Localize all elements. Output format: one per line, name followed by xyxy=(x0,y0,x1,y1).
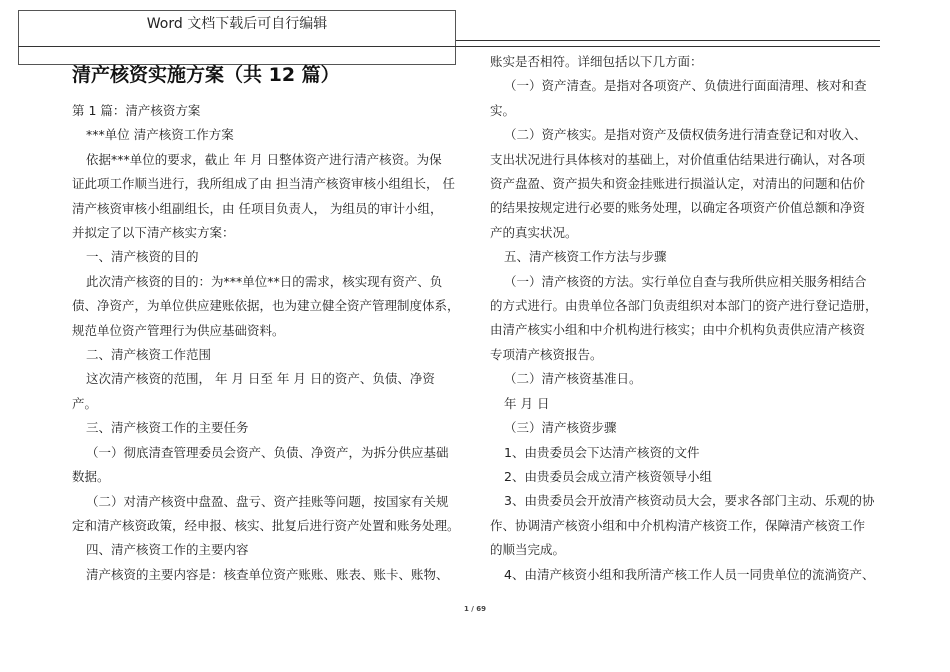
paragraph-line: （二）清产核资基准日。 xyxy=(504,371,642,387)
section-heading: 四、清产核资工作的主要内容 xyxy=(86,542,249,558)
paragraph-line: （三）清产核资步骤 xyxy=(504,420,617,436)
left-column xyxy=(72,99,467,587)
paragraph-line: ***单位 清产核资工作方案 xyxy=(86,127,234,143)
download-banner xyxy=(18,10,456,65)
list-item: 3、由贵委员会开放清产核资动员大会，要求各部门主动、乐观的协 xyxy=(504,493,875,509)
paragraph-line: 作、协调清产核资小组和中介机构清产核资工作，保障清产核资工作 xyxy=(490,517,866,533)
right-column xyxy=(490,50,882,587)
paragraph-line: （一）资产清查。是指对各项资产、负债进行面面清理、核对和查 xyxy=(504,78,867,94)
paragraph-line: （一）彻底清查管理委员会资产、负债、净资产，为拆分供应基础 xyxy=(86,444,449,460)
paragraph-line: 依据***单位的要求，截止 年 月 日整体资产进行清产核资。为保 xyxy=(86,151,442,167)
paragraph-line: 此次清产核资的目的：为***单位**日的需求，核实现有资产、负 xyxy=(86,273,443,289)
header-rule-right xyxy=(456,40,880,41)
paragraph-line: 并拟定了以下清产核实方案： xyxy=(72,225,235,241)
list-item: 2、由贵委员会成立清产核资领导小组 xyxy=(504,468,712,484)
list-item: 4、由清产核资小组和我所清产核工作人员一同贵单位的流淌资产、 xyxy=(504,566,875,582)
list-item: 1、由贵委员会下达清产核资的文件 xyxy=(504,444,700,460)
paragraph-line: （一）清产核资的方法。实行单位自查与我所供应相关服务相结合 xyxy=(504,273,867,289)
paragraph-line: 的顺当完成。 xyxy=(490,542,566,558)
paragraph-line: 这次清产核资的范围， 年 月 日至 年 月 日的资产、负债、净资 xyxy=(86,371,435,387)
paragraph-line: 证此项工作顺当进行，我所组成了由 担当清产核资审核小组组长， 任 xyxy=(72,176,455,192)
page-number: 1 / 69 xyxy=(463,605,487,613)
paragraph-line: 产。 xyxy=(72,395,98,411)
paragraph-line: 年 月 日 xyxy=(504,395,550,411)
section-heading: 五、清产核资工作方法与步骤 xyxy=(504,249,667,265)
paragraph-line: 债、净资产，为单位供应建账依据，也为建立健全资产管理制度体系， xyxy=(72,298,460,314)
paragraph-line: 清产核资审核小组副组长，由 任项目负责人， 为组员的审计小组， xyxy=(72,200,443,216)
paragraph-line: 定和清产核资政策，经申报、核实、批复后进行资产处置和账务处理。 xyxy=(72,517,460,533)
section-heading: 一、清产核资的目的 xyxy=(86,249,199,265)
paragraph-line: 的方式进行。由贵单位各部门负责组织对本部门的资产进行登记造册， xyxy=(490,298,878,314)
paragraph-line: （二）对清产核资中盘盈、盘亏、资产挂账等问题，按国家有关规 xyxy=(86,493,449,509)
header-rule xyxy=(18,46,880,47)
paragraph-line: 第 1 篇：清产核资方案 xyxy=(72,103,201,118)
paragraph-line: 产的真实状况。 xyxy=(490,224,578,240)
document-title: 清产核资实施方案（共 12 篇） xyxy=(72,64,340,86)
section-heading: 三、清产核资工作的主要任务 xyxy=(86,420,249,436)
paragraph-line: 的结果按规定进行必要的账务处理，以确定各项资产价值总额和净资 xyxy=(490,200,866,216)
paragraph-line: 账实是否相符。详细包括以下几方面： xyxy=(490,54,703,69)
section-heading: 二、清产核资工作范围 xyxy=(86,347,212,363)
paragraph-line: 数据。 xyxy=(72,469,110,485)
paragraph-line: 规范单位资产管理行为供应基础资料。 xyxy=(72,322,285,338)
paragraph-line: 由清产核实小组和中介机构进行核实；由中介机构负责供应清产核资 xyxy=(490,322,866,338)
banner-text: Word 文档下载后可自行编辑 xyxy=(146,16,328,32)
paragraph-line: 资产盘盈、资产损失和资金挂账进行损溢认定，对清出的问题和估价 xyxy=(490,176,866,192)
paragraph-line: 专项清产核资报告。 xyxy=(490,346,603,362)
paragraph-line: 清产核资的主要内容是：核查单位资产账账、账表、账卡、账物、 xyxy=(86,566,449,582)
paragraph-line: 实。 xyxy=(490,102,516,118)
paragraph-line: （二）资产核实。是指对资产及债权债务进行清查登记和对收入、 xyxy=(504,127,867,143)
paragraph-line: 支出状况进行具体核对的基础上，对价值重估结果进行确认，对各项 xyxy=(490,151,866,167)
